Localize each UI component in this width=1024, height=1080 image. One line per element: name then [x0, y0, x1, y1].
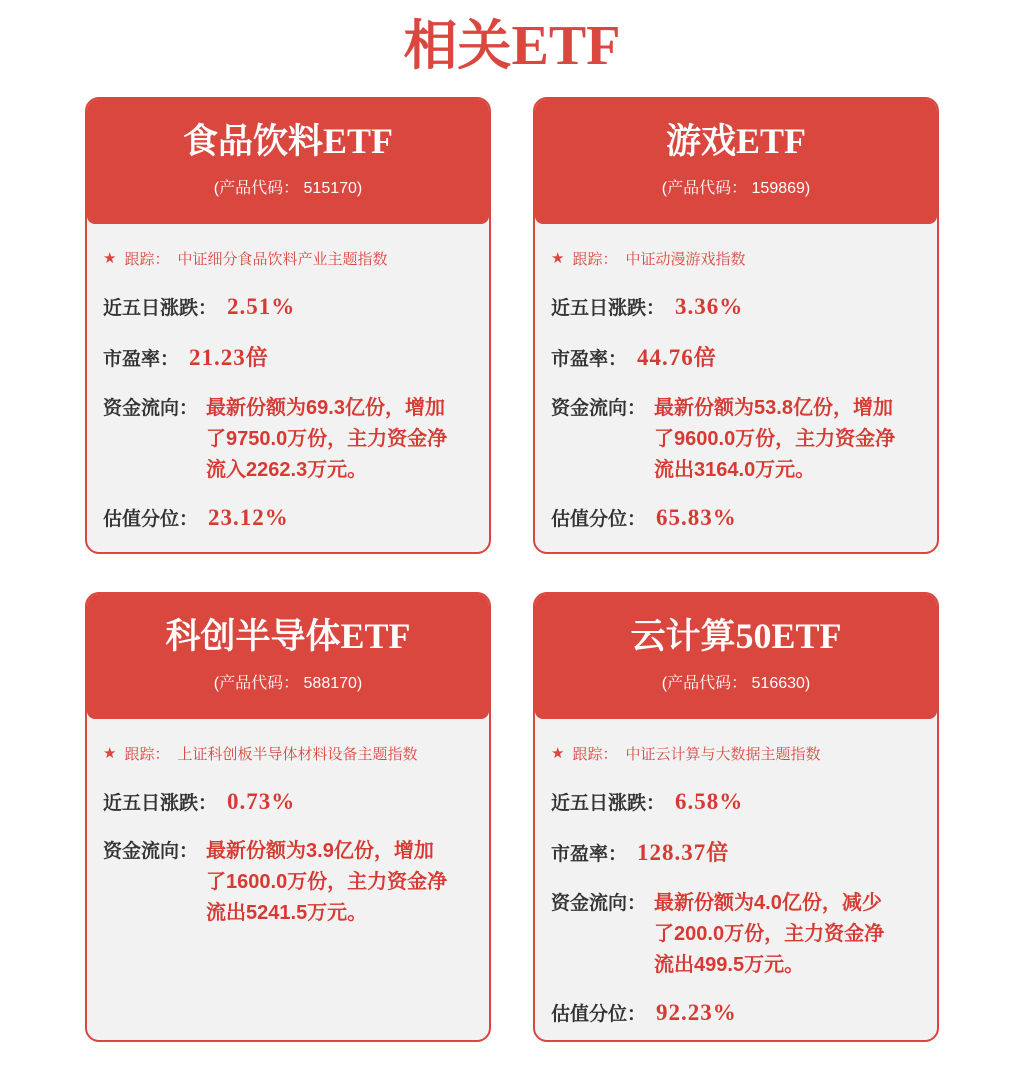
valuation-percentile-row: [551, 999, 921, 1026]
fund-flow-line: 最新份额为3.9亿份，增加: [206, 840, 434, 862]
etf-card-grid: [0, 97, 1024, 1042]
five-day-change-label: 近五日涨跌：: [551, 793, 666, 814]
fund-flow-line: 了9600.0万份，主力资金净: [654, 428, 896, 450]
fund-flow-line: 流出5241.5万元。: [206, 902, 368, 924]
etf-name-english: ETF: [340, 616, 411, 656]
five-day-change-label: 近五日涨跌：: [103, 298, 218, 319]
fund-flow-line: 流出499.5万元。: [654, 954, 805, 976]
etf-name: [87, 121, 489, 162]
fund-flow-row: [551, 888, 921, 981]
five-day-change-row: [103, 293, 473, 320]
fund-flow-row: [103, 393, 473, 486]
fund-flow-line: 流出3164.0万元。: [654, 459, 816, 481]
five-day-change-value: 6.58%: [675, 789, 744, 814]
pe-ratio-unit: 倍: [245, 345, 268, 370]
pe-ratio-label: 市盈率：: [551, 349, 628, 370]
valuation-percentile-label: 估值分位：: [551, 1004, 647, 1025]
fund-flow-line: 流入2262.3万元。: [206, 459, 368, 481]
card-header: [535, 594, 937, 719]
valuation-percentile-row: [103, 504, 473, 531]
tracking-index-name: 中证细分食品饮料产业主题指数: [177, 251, 388, 268]
pe-ratio-value: 128.37: [637, 840, 707, 865]
tracking-row: [551, 248, 921, 269]
fund-flow-line: 最新份额为69.3亿份，增加: [206, 397, 445, 419]
tracking-index-name: 中证动漫游戏指数: [625, 251, 746, 268]
five-day-change-value: 0.73%: [227, 789, 296, 814]
tracking-index-name: 中证云计算与大数据主题指数: [625, 746, 821, 763]
pe-ratio-unit: 倍: [706, 840, 729, 865]
valuation-percentile-value: 65.83%: [656, 505, 737, 530]
valuation-percentile-label: 估值分位：: [551, 509, 647, 530]
valuation-percentile-value: 92.23%: [656, 1000, 737, 1025]
fund-flow-line: 了9750.0万份，主力资金净: [206, 428, 448, 450]
etf-name-chinese: 云计算: [630, 617, 736, 656]
page-title: [0, 0, 1024, 97]
valuation-percentile-label: 估值分位：: [103, 509, 199, 530]
valuation-percentile-value: 23.12%: [208, 505, 289, 530]
etf-product-code: (产品代码： 588170): [213, 675, 363, 693]
tracking-label: 跟踪：: [572, 746, 618, 763]
tracking-row: [103, 743, 473, 764]
etf-card-food-beverage: [85, 97, 491, 554]
five-day-change-row: [551, 788, 921, 815]
tracking-label: 跟踪：: [124, 251, 170, 268]
etf-card-cloud-computing: [533, 592, 939, 1042]
etf-card-gaming: [533, 97, 939, 554]
five-day-change-value: 2.51%: [227, 294, 296, 319]
card-body: [535, 719, 937, 1042]
card-body: [87, 224, 489, 552]
pe-ratio-row: [103, 341, 473, 372]
etf-product-code: (产品代码： 516630): [661, 675, 811, 693]
etf-name: [535, 616, 937, 657]
fund-flow-label: 资金流向：: [551, 398, 647, 419]
tracking-label: 跟踪：: [572, 251, 618, 268]
card-body: [87, 719, 489, 947]
etf-name-english: ETF: [323, 121, 394, 161]
fund-flow-row: [551, 393, 921, 486]
five-day-change-label: 近五日涨跌：: [551, 298, 666, 319]
pe-ratio-row: [551, 341, 921, 372]
fund-flow-row: [103, 836, 473, 929]
etf-name: [535, 121, 937, 162]
etf-name-english: ETF: [736, 121, 807, 161]
five-day-change-row: [103, 788, 473, 815]
etf-product-code: (产品代码： 515170): [213, 180, 363, 198]
star-icon: ★: [103, 250, 117, 267]
tracking-row: [551, 743, 921, 764]
card-body: [535, 224, 937, 552]
fund-flow-line: 最新份额为53.8亿份，增加: [654, 397, 893, 419]
card-header: [87, 594, 489, 719]
five-day-change-row: [551, 293, 921, 320]
pe-ratio-row: [551, 836, 921, 867]
fund-flow-line: 了200.0万份，主力资金净: [654, 923, 885, 945]
etf-card-semiconductor: [85, 592, 491, 1042]
five-day-change-value: 3.36%: [675, 294, 744, 319]
five-day-change-label: 近五日涨跌：: [103, 793, 218, 814]
fund-flow-line: 最新份额为4.0亿份，减少: [654, 892, 882, 914]
etf-name-chinese: 科创半导体: [165, 617, 341, 656]
page-title-chinese: 相关: [403, 16, 512, 76]
etf-product-code: (产品代码： 159869): [661, 180, 811, 198]
fund-flow-label: 资金流向：: [103, 841, 199, 862]
fund-flow-label: 资金流向：: [551, 893, 647, 914]
star-icon: ★: [103, 745, 117, 762]
tracking-index-name: 上证科创板半导体材料设备主题指数: [177, 746, 418, 763]
fund-flow-text: [206, 393, 447, 486]
etf-name-english: 50ETF: [735, 616, 842, 656]
etf-name-chinese: 食品饮料: [182, 122, 323, 161]
fund-flow-text: [654, 888, 884, 981]
fund-flow-label: 资金流向：: [103, 398, 199, 419]
fund-flow-text: [206, 836, 447, 929]
page-title-english: ETF: [511, 15, 621, 77]
etf-name-chinese: 游戏: [665, 122, 736, 161]
pe-ratio-label: 市盈率：: [551, 844, 628, 865]
pe-ratio-unit: 倍: [693, 345, 716, 370]
pe-ratio-label: 市盈率：: [103, 349, 180, 370]
tracking-label: 跟踪：: [124, 746, 170, 763]
card-header: [535, 99, 937, 224]
star-icon: ★: [551, 250, 565, 267]
etf-name: [87, 616, 489, 657]
pe-ratio-value: 44.76: [637, 345, 694, 370]
fund-flow-line: 了1600.0万份，主力资金净: [206, 871, 448, 893]
star-icon: ★: [551, 745, 565, 762]
pe-ratio-value: 21.23: [189, 345, 246, 370]
valuation-percentile-row: [551, 504, 921, 531]
tracking-row: [103, 248, 473, 269]
fund-flow-text: [654, 393, 895, 486]
card-header: [87, 99, 489, 224]
